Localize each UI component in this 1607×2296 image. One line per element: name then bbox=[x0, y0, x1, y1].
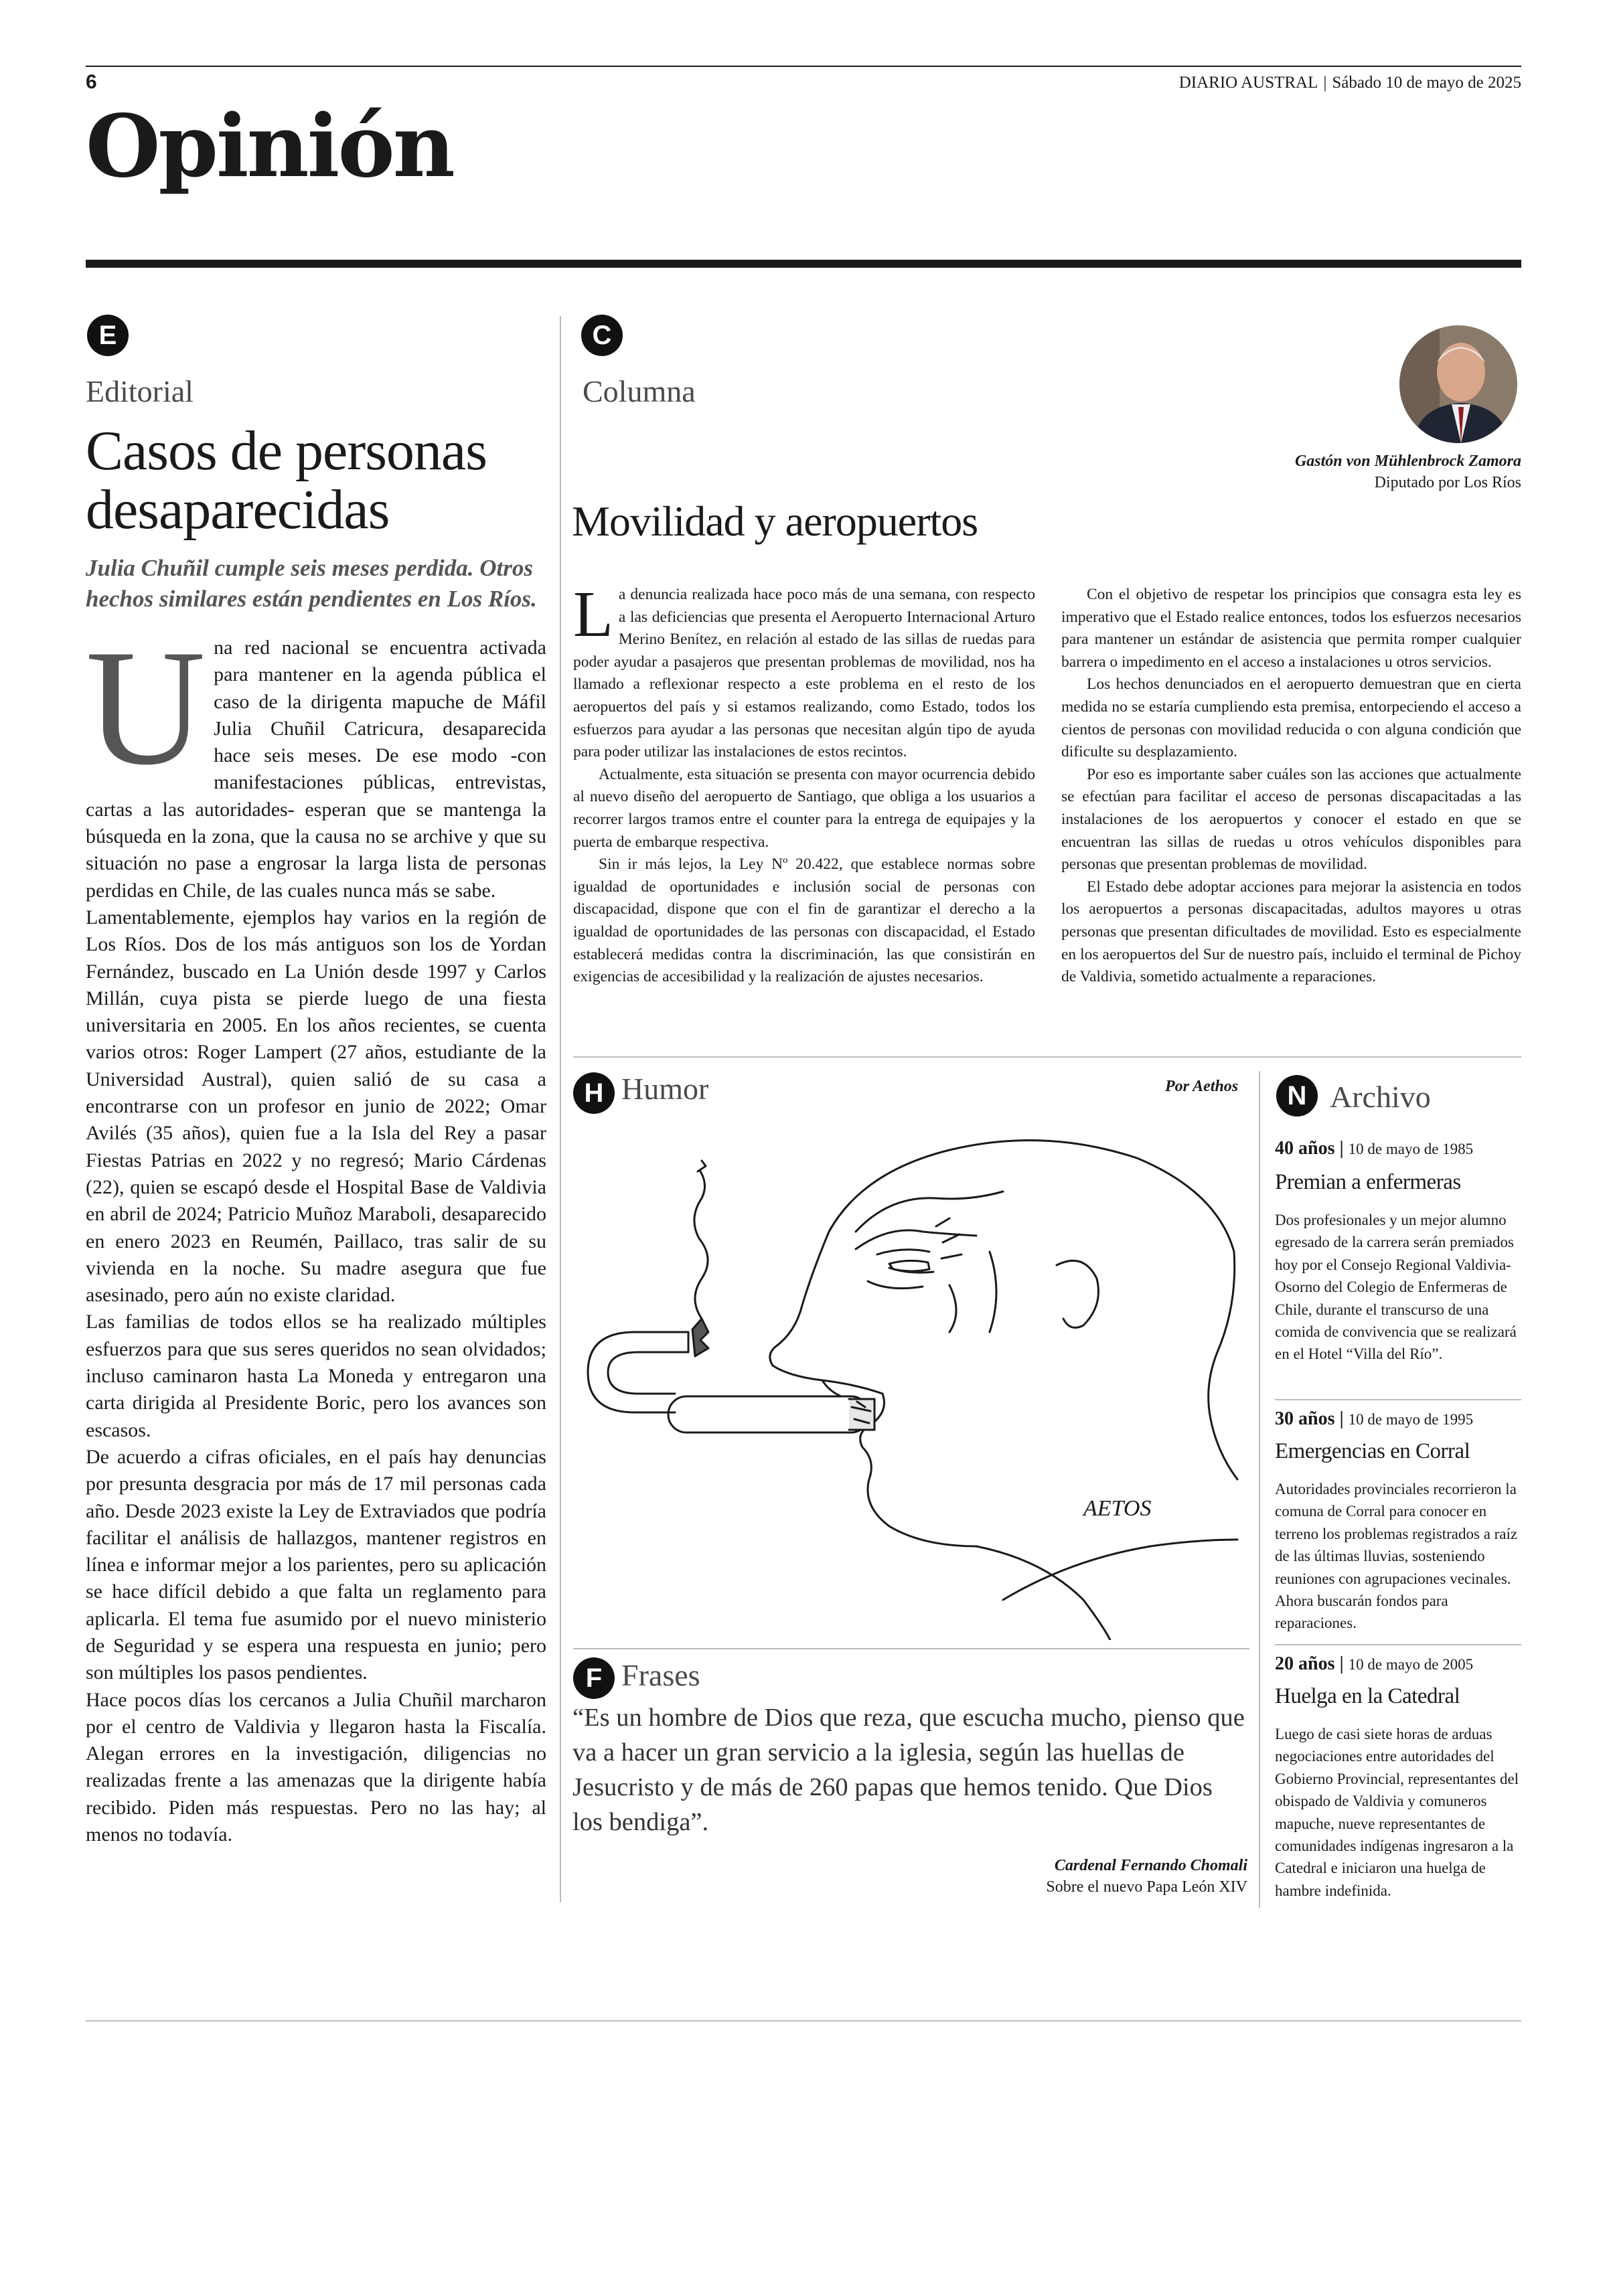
archivo-divider bbox=[1259, 1071, 1260, 1908]
masthead: DIARIO AUSTRAL | Sábado 10 de mayo de 2025 bbox=[1178, 74, 1521, 92]
editorial-paragraph: Las familias de todos ellos se ha realizado múltiples esfuerzos para que sus seres queridos no sean olvidados; incluso caminaron hasta La Moneda y entregaron una carta dirigida al Presidente Boric, pero los avances son escasos. bbox=[86, 1311, 546, 1441]
humor-kicker: Humor bbox=[621, 1072, 709, 1106]
issue-date: Sábado 10 de mayo de 2025 bbox=[1332, 74, 1521, 92]
page-number: 6 bbox=[86, 71, 97, 93]
column-body-left bbox=[573, 578, 1035, 989]
newspaper-name: DIARIO AUSTRAL bbox=[1178, 74, 1318, 92]
archivo-item-rule bbox=[1275, 1644, 1521, 1645]
archivo-years-label: 40 años bbox=[1275, 1138, 1335, 1159]
archivo-item-years: 20 años | 10 de mayo de 2005 bbox=[1275, 1653, 1474, 1674]
column-body-right bbox=[1061, 584, 1521, 989]
archivo-item-years: 30 años | 10 de mayo de 1995 bbox=[1275, 1408, 1474, 1429]
cartoon-illustration bbox=[575, 1131, 1244, 1640]
archivo-body: Luego de casi siete horas de arduas negociaciones entre autoridades del Gobierno Provincial, representantes del obispado de Valdivia y comuneros mapuche, nueve representantes de comunidades indígenas ingresaron a la Catedral e iniciaron una huelga de hambre indefinida. bbox=[1275, 1726, 1519, 1899]
column-bottom-rule bbox=[573, 1056, 1521, 1058]
archivo-date: 10 de mayo de 1995 bbox=[1348, 1411, 1474, 1428]
column-paragraph: Por eso es importante saber cuáles son las acciones que actualmente se efectúan para facilitar el acceso de personas discapacitadas a las instalaciones de los aeropuertos y conocer el estado en que se encuentran las sillas de ruedas u otros vehículos disponibles para personas que presentan problemas de movilidad. bbox=[1061, 765, 1521, 874]
column-headline: Movilidad y aeropuertos bbox=[572, 497, 978, 545]
author-role: Diputado por Los Ríos bbox=[1374, 474, 1521, 491]
column-dropcap: L bbox=[573, 578, 613, 651]
editorial-paragraph: na red nacional se encuentra activada para mantener en la agenda pública el caso de la dirigenta mapuche de Máfil Julia Chuñil Catricura, desaparecida hace seis meses. De ese modo -con manifestaciones públicas, entrevistas, cartas a las autoridades- esperan que se mantenga la búsqueda en la zona, que la causa no se archive y que su situación no pase a engrosar la larga lista de personas perdidas en Chile, de las cuales nunca más se sabe. bbox=[86, 637, 546, 902]
archivo-item-years: 40 años | 10 de mayo de 1985 bbox=[1275, 1138, 1474, 1159]
editorial-headline-line1: Casos de personas bbox=[86, 420, 487, 482]
column-badge-icon: C bbox=[581, 315, 623, 356]
column-paragraph: Los hechos denunciados en el aeropuerto demuestran que en cierta medida no se estaría cumpliendo esta premisa, entorpeciendo el acceso a cientos de personas con movilidad reducida o con alguna condición que dificulte su desplazamiento. bbox=[1061, 675, 1521, 761]
section-title: Opinión bbox=[86, 96, 453, 197]
author-name: Gastón von Mühlenbrock Zamora bbox=[1294, 453, 1521, 470]
page-bottom-rule bbox=[86, 2020, 1521, 2022]
cartoon-byline: Por Aethos bbox=[1165, 1078, 1239, 1095]
editorial-paragraph: De acuerdo a cifras oficiales, en el país hay denuncias por presunta desgracia por más de 17 mil personas cada año. Desde 2023 existe la Ley de Extraviados que podría facilitar el análisis de hallazgos, mantener registros en línea e informar mejor a los parientes, pero su aplicación se hace difícil debido a que falta un reglamento para aplicarla. El tema fue asumido por el nuevo ministerio de Seguridad y se espera una respuesta en junio; pero son múltiples los pasos pendientes. bbox=[86, 1445, 546, 1684]
archivo-date: 10 de mayo de 1985 bbox=[1348, 1141, 1474, 1157]
column-paragraph: Con el objetivo de respetar los principios que consagra esta ley es imperativo que el Estado realice entonces, todos los esfuerzos necesarios para mantener un estándar de asistencia que permita romper cualquier barrera o impedimento en el acceso a instalaciones u otros servicios. bbox=[1061, 586, 1521, 671]
archivo-years-label: 20 años bbox=[1275, 1653, 1335, 1674]
archivo-date: 10 de mayo de 2005 bbox=[1348, 1656, 1474, 1673]
quote-context: Sobre el nuevo Papa León XIV bbox=[1046, 1878, 1247, 1896]
archivo-item-rule bbox=[1275, 1399, 1521, 1400]
editorial-paragraph: Lamentablemente, ejemplos hay varios en la región de Los Ríos. Dos de los más antiguos son los de Yordan Fernández, buscado en La Unión desde 1997 y Carlos Millán, cuya pista se pierde luego de una fiesta universitaria en 2005. En los años recientes, se cuenta varios otros: Roger Lampert (27 años, estudiante de la Universidad Austral), quien salió de su casa a encontrarse con un profesor en junio de 2022; Omar Avilés (35 años), quien fue a la Isla del Rey a pasar Fiestas Patrias en 2022 y no regresó; Mario Cárdenas (22), quien se escapó desde el Hospital Base de Valdivia en abril de 2024; Patricio Muñoz Maraboli, desaparecido en enero 2023 en Reumén, Paillaco, tras salir de su vivienda en la noche. Su madre asegura que fue asesinado, pero aún no existe claridad. bbox=[86, 906, 546, 1307]
archivo-headline: Huelga en la Catedral bbox=[1275, 1684, 1460, 1708]
column-paragraph: Actualmente, esta situación se presenta con mayor ocurrencia debido al nuevo diseño del aeropuerto de Santiago, que obliga a los usuarios a recorrer largos tramos entre el counter para la entrega de equipajes y la puerta de embarque respectiva. bbox=[573, 765, 1035, 851]
editorial-paragraph: Hace pocos días los cercanos a Julia Chuñil marcharon por el centro de Valdivia y llegaron hasta la Fiscalía. Alegan errores en la investigación, diligencias no realizadas frente a las amenazas que la dirigente había recibido. Piden más respuestas. Pero no las hay; al menos no todavía. bbox=[86, 1688, 546, 1846]
archivo-headline: Premian a enfermeras bbox=[1275, 1170, 1461, 1194]
editorial-headline-line2: desaparecidas bbox=[86, 479, 390, 541]
column-divider bbox=[560, 316, 561, 1902]
pull-quote: “Es un hombre de Dios que reza, que escucha mucho, pienso que va a hacer un gran servicio a la iglesia, según las huellas de Jesucristo y de más de 260 papas que hemos tenido. Que Dios los bendiga”. bbox=[572, 1704, 1245, 1836]
column-paragraph: Sin ir más lejos, la Ley Nº 20.422, que establece normas sobre igualdad de oportunidades e inclusión social de personas con discapacidad, dispone que con el fin de garantizar el derecho a la igualdad de oportunidades de las personas con discapacidad, el Estado establecerá medidas contra la discriminación, las que consistirán en exigencias de accesibilidad y la realización de ajustes necesarios. bbox=[573, 855, 1035, 986]
archivo-badge-icon: N bbox=[1276, 1075, 1318, 1117]
editorial-kicker: Editorial bbox=[86, 374, 194, 408]
editorial-headline bbox=[86, 422, 554, 540]
frases-kicker: Frases bbox=[621, 1658, 700, 1692]
editorial-body bbox=[86, 615, 546, 1848]
archivo-body: Autoridades provinciales recorrieron la comuna de Corral para conocer en terreno los problemas registrados a raíz de las últimas lluvias, sosteniendo reuniones con agrupaciones vecinales. Ahora buscarán fondos para reparaciones. bbox=[1275, 1481, 1518, 1632]
humor-bottom-rule bbox=[573, 1648, 1249, 1649]
column-paragraph: El Estado debe adoptar acciones para mejorar la asistencia en todos los aeropuertos a personas discapacitadas, adultos mayores u otras personas que presentan dificultades de movilidad. Esto es especialmente en los aeropuertos del Sur de nuestro país, incluido el terminal de Pichoy de Valdivia, sometido actualmente a reparaciones. bbox=[1061, 878, 1521, 986]
editorial-badge-icon: E bbox=[87, 315, 129, 356]
archivo-kicker: Archivo bbox=[1330, 1080, 1431, 1114]
section-rule bbox=[86, 260, 1521, 268]
archivo-years-label: 30 años bbox=[1275, 1408, 1335, 1429]
editorial-dropcap: U bbox=[86, 615, 206, 799]
humor-badge-icon: H bbox=[573, 1072, 615, 1114]
frases-badge-icon: F bbox=[573, 1657, 615, 1699]
cartoon-signature: AETOS bbox=[1083, 1496, 1152, 1521]
column-paragraph: a denuncia realizada hace poco más de una semana, con respecto a las deficiencias que presenta el Aeropuerto Internacional Arturo Merino Benítez, en relación al estado de las sillas de ruedas para poder ayudar a pasajeros que presentan problemas de movilidad, nos ha llamado a reflexionar respecto a este problema en el resto de los aeropuertos del país y si estamos realizando, como Estado, todos los esfuerzos para ayudar a las personas que necesitan algún tipo de ayuda para poder utilizar las instalaciones de estos recintos. bbox=[573, 586, 1035, 761]
archivo-body: Dos profesionales y un mejor alumno egresado de la carrera serán premiados hoy por el Consejo Regional Valdivia-Osorno del Colegio de Enfermeras de Chile, durante el transcurso de una comida de convivencia que se realizará en el Hotel “Villa del Río”. bbox=[1275, 1212, 1517, 1363]
quote-speaker: Cardenal Fernando Chomali bbox=[1054, 1857, 1247, 1874]
column-kicker: Columna bbox=[583, 374, 696, 408]
header-top-rule bbox=[86, 66, 1521, 67]
archivo-headline: Emergencias en Corral bbox=[1275, 1439, 1470, 1463]
author-photo bbox=[1399, 325, 1517, 443]
editorial-subtitle: Julia Chuñil cumple seis meses perdida. Otros hechos similares están pendientes en Los Ríos. bbox=[86, 555, 537, 612]
